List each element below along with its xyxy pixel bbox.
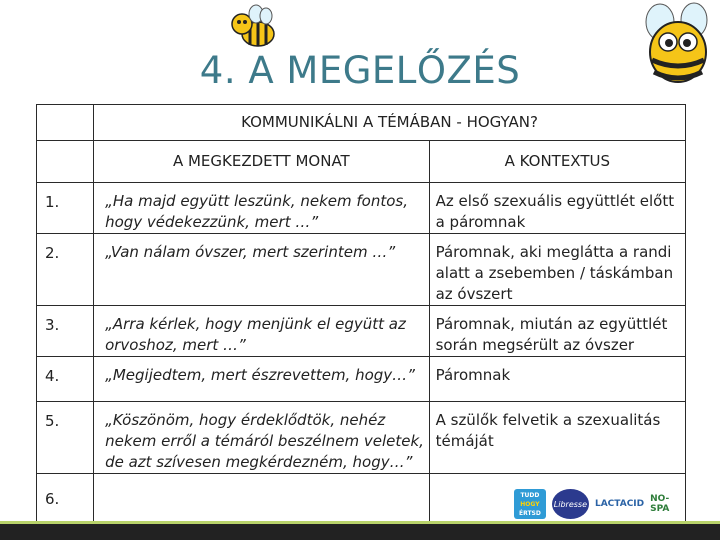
context-text: Az első szexuális együttlét előtt a páromnak bbox=[429, 183, 685, 234]
sponsor-logos bbox=[514, 488, 684, 520]
lactacid-logo: LACTACID bbox=[594, 499, 645, 509]
column-header-blank bbox=[37, 141, 94, 183]
bee-mascot-icon bbox=[228, 4, 280, 50]
column-header-context: A KONTEXTUS bbox=[429, 141, 685, 183]
started-sentence: „Megijedtem, mert észrevettem, hogy…” bbox=[94, 357, 430, 402]
row-number: 6. bbox=[37, 474, 94, 524]
started-sentence bbox=[94, 474, 430, 524]
row-number: 5. bbox=[37, 402, 94, 474]
column-header-started: A MEGKEZDETT MONAT bbox=[94, 141, 430, 183]
table-row bbox=[37, 402, 686, 474]
table-header: KOMMUNIKÁLNI A TÉMÁBAN - HOGYAN? bbox=[94, 105, 686, 141]
tudd-hogy-ertsd-logo: TUDD HOGY ÉRTSD bbox=[514, 489, 546, 519]
context-text: Páromnak, aki meglátta a randi alatt a zsebemben / táskámban az óvszert bbox=[429, 234, 685, 306]
context-text: Páromnak bbox=[429, 357, 685, 402]
started-sentence: „Van nálam óvszer, mert szerintem …” bbox=[94, 234, 430, 306]
started-sentence: „Ha majd együtt leszünk, nekem fontos, hogy védekezzünk, mert …” bbox=[94, 183, 430, 234]
context-text: Páromnak, miután az együttlét során megsérült az óvszer bbox=[429, 306, 685, 357]
row-number: 4. bbox=[37, 357, 94, 402]
communication-table bbox=[36, 104, 686, 524]
row-number: 3. bbox=[37, 306, 94, 357]
libresse-logo: Libresse bbox=[552, 489, 589, 519]
started-sentence: „Arra kérlek, hogy menjünk el együtt az orvoshoz, mert …” bbox=[94, 306, 430, 357]
row-number: 2. bbox=[37, 234, 94, 306]
bottom-bar bbox=[0, 524, 720, 540]
page-title: 4. A MEGELŐZÉS bbox=[199, 49, 521, 92]
table-row bbox=[37, 183, 686, 234]
nospa-logo: NO-SPA bbox=[650, 494, 670, 514]
corner-cell bbox=[37, 105, 94, 141]
table-row bbox=[37, 306, 686, 357]
table-row bbox=[37, 234, 686, 306]
started-sentence: „Köszönöm, hogy érdeklődtök, nehéz nekem erről a témáról beszélnem veletek, de azt szívesen megkérdezném, hogy…” bbox=[94, 402, 430, 474]
context-text: A szülők felvetik a szexualitás témáját bbox=[429, 402, 685, 474]
row-number: 1. bbox=[37, 183, 94, 234]
table-row bbox=[37, 357, 686, 402]
